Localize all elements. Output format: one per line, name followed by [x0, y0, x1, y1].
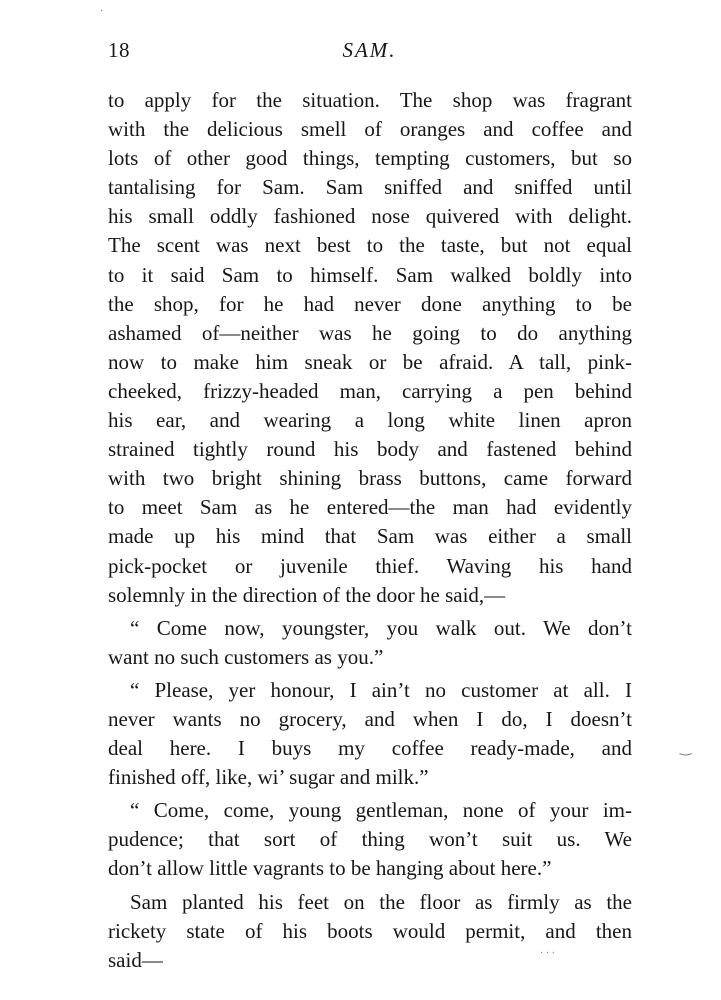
text-line: don’t allow little vagrants to be hanging about here.” [108, 856, 552, 881]
text-line: his ear, and wearing a long white linen apron [108, 408, 632, 433]
text-line: his small oddly fashioned nose quivered with delight. [108, 204, 632, 229]
text-line: strained tightly round his body and fastened behind [108, 437, 632, 462]
text-line: want no such customers as you.” [108, 644, 384, 669]
text-line: rickety state of his boots would permit, and then [108, 918, 632, 943]
text-line: “ Please, yer honour, I ain’t no customer at all. I [130, 677, 632, 702]
scan-speck: ‿ [680, 741, 692, 756]
page-header [0, 38, 721, 68]
text-line: solemnly in the direction of the door he said,— [108, 582, 506, 607]
text-line: with the delicious smell of oranges and coffee and [108, 117, 632, 142]
text-line: with two bright shining brass buttons, came forward [108, 466, 632, 491]
text-line: said— [108, 947, 163, 972]
scan-speck: · · · [540, 948, 555, 959]
text-line: finished off, like, wi’ sugar and milk.” [108, 765, 429, 790]
text-line: never wants no grocery, and when I do, I doesn’t [108, 706, 632, 731]
scan-speck: · [100, 6, 104, 17]
text-line: “ Come, come, young gentleman, none of your im- [130, 798, 632, 823]
text-line: to it said Sam to himself. Sam walked boldly into [108, 262, 632, 287]
page-number: 18 [108, 38, 130, 62]
body-text [108, 86, 632, 975]
text-line: pick-pocket or juvenile thief. Waving his hand [108, 553, 632, 578]
text-line: to apply for the situation. The shop was fragrant [108, 88, 632, 112]
text-line: the shop, for he had never done anything to be [108, 291, 632, 316]
text-line: cheeked, frizzy-headed man, carrying a pen behind [108, 378, 632, 403]
text-line: tantalising for Sam. Sam sniffed and sniffed until [108, 175, 632, 200]
text-line: now to make him sneak or be afraid. A tall, pink- [108, 349, 632, 374]
text-line: Sam planted his feet on the floor as firmly as the [130, 889, 632, 914]
text-line: ashamed of—neither was he going to do anything [108, 320, 632, 345]
running-title: SAM. [342, 38, 397, 62]
text-line: pudence; that sort of thing won’t suit us. We [108, 827, 632, 852]
text-line: deal here. I buys my coffee ready-made, and [108, 736, 632, 761]
text-line: to meet Sam as he entered—the man had evidently [108, 495, 632, 520]
text-line: made up his mind that Sam was either a small [108, 524, 632, 549]
text-line: lots of other good things, tempting customers, but so [108, 146, 632, 171]
text-line: The scent was next best to the taste, but not equal [108, 233, 632, 258]
text-line: “ Come now, youngster, you walk out. We don’t [130, 615, 632, 640]
